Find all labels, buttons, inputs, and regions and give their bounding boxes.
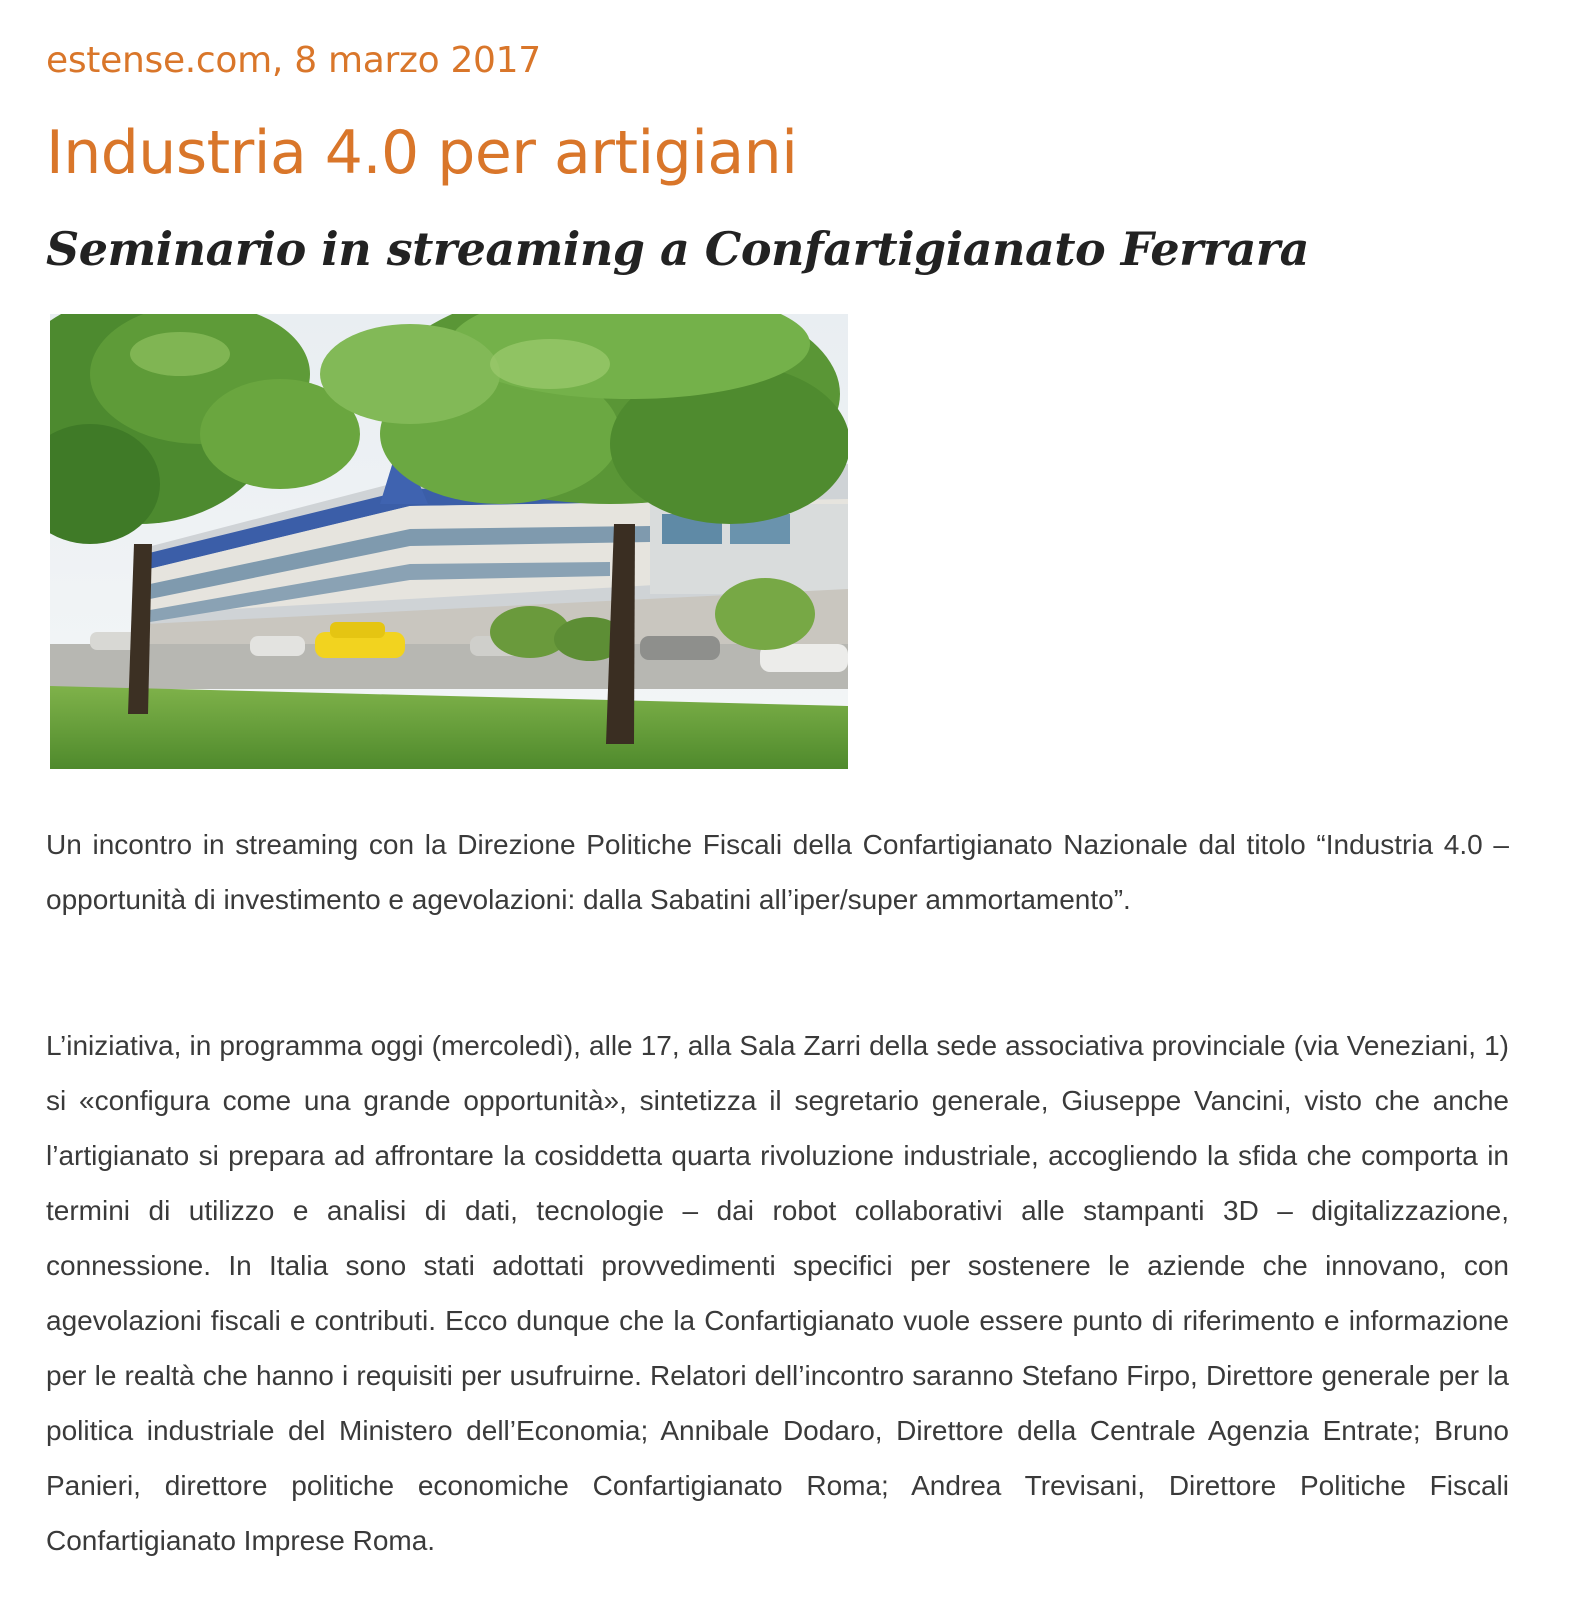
article-paragraph: L’iniziativa, in programma oggi (mercoledì), alle 17, alla Sala Zarri della sede associativa provinciale (via Veneziani, 1) si «configura come una grande opportunità», sintetizza il segretario generale, Giuseppe Vancini, visto che anche l’artigianato si prepara ad affrontare la cosiddetta quarta rivoluzione industriale, accogliendo la sfida che comporta in termini di utilizzo e analisi di dati, tecnologie – dai robot collaborativi alle stampanti 3D – digitalizzazione, connessione. In Italia sono stati adottati provvedimenti specifici per sostenere le aziende che innovano, con agevolazioni fiscali e contributi. Ecco dunque che la Confartigianato vuole essere punto di riferimento e informazione per le realtà che hanno i requisiti per usufruirne. Relatori dell’incontro saranno Stefano Firpo, Direttore generale per la politica industriale del Ministero dell’Economia; Annibale Dodaro, Direttore della Centrale Agenzia Entrate; Bruno Panieri, direttore politiche economiche Confartigianato Roma; Andrea Trevisani, Direttore Politiche Fiscali Confartigianato Imprese Roma.: [46, 1030, 1509, 1556]
article-paragraph: Un incontro in streaming con la Direzione Politiche Fiscali della Confartigianato Nazionale dal titolo “Industria 4.0 – opportunità di investimento e agevolazioni: dalla Sabatini all’iper/super ammortamento”.: [46, 829, 1509, 915]
article-photo: [50, 314, 848, 769]
building-photo-illustration: [50, 314, 848, 769]
article-title: Industria 4.0 per artigiani: [46, 118, 798, 188]
source-date-line: estense.com, 8 marzo 2017: [46, 40, 541, 81]
article-subtitle: Seminario in streaming a Confartigianato Ferrara: [46, 222, 1309, 276]
